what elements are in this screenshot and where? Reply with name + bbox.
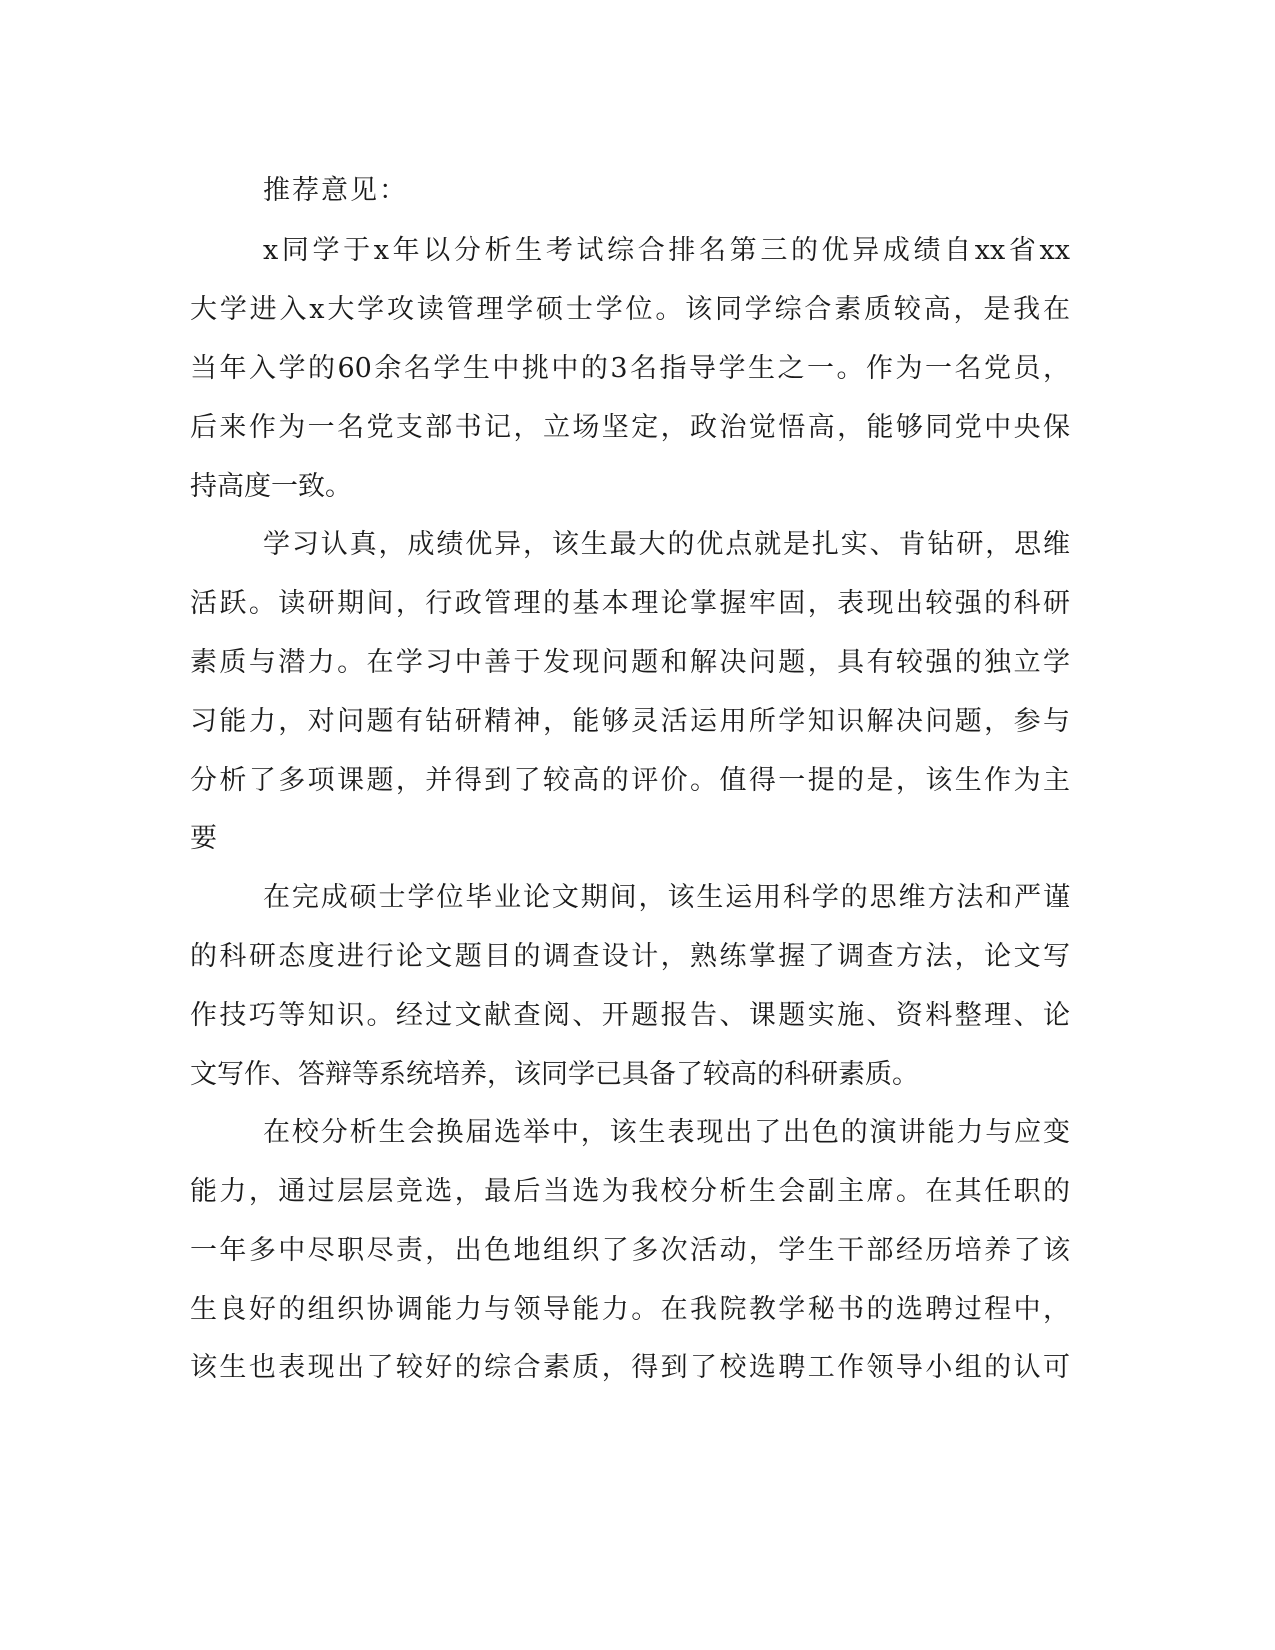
paragraph-line: 习能力，对问题有钻研精神，能够灵活运用所学知识解决问题，参与 bbox=[190, 706, 1070, 737]
paragraph-line: 一年多中尽职尽责，出色地组织了多次活动，学生干部经历培养了该 bbox=[190, 1235, 1070, 1266]
paragraph-line: 持高度一致。 bbox=[190, 471, 352, 502]
paragraph-line: 大学进入x大学攻读管理学硕士学位。该同学综合素质较高，是我在 bbox=[190, 294, 1070, 325]
paragraph-line: 的科研态度进行论文题目的调查设计，熟练掌握了调查方法，论文写 bbox=[190, 941, 1070, 972]
paragraph-line: 在完成硕士学位毕业论文期间，该生运用科学的思维方法和严谨 bbox=[263, 882, 1070, 913]
paragraph-line: 后来作为一名党支部书记，立场坚定，政治觉悟高，能够同党中央保 bbox=[190, 412, 1070, 443]
document-heading: 推荐意见： bbox=[263, 175, 408, 206]
paragraph-line: x同学于x年以分析生考试综合排名第三的优异成绩自xx省xx bbox=[263, 235, 1070, 266]
paragraph-line: 能力，通过层层竞选，最后当选为我校分析生会副主席。在其任职的 bbox=[190, 1176, 1070, 1207]
paragraph-line: 该生也表现出了较好的综合素质，得到了校选聘工作领导小组的认可 bbox=[190, 1352, 1070, 1383]
paragraph-line: 作技巧等知识。经过文献查阅、开题报告、课题实施、资料整理、论 bbox=[190, 1000, 1070, 1031]
paragraph-line: 当年入学的60余名学生中挑中的3名指导学生之一。作为一名党员， bbox=[190, 353, 1070, 384]
paragraph-line: 文写作、答辩等系统培养，该同学已具备了较高的科研素质。 bbox=[190, 1059, 919, 1090]
paragraph-line: 活跃。读研期间，行政管理的基本理论掌握牢固，表现出较强的科研 bbox=[190, 588, 1070, 619]
paragraph-line: 学习认真，成绩优异，该生最大的优点就是扎实、肯钻研，思维 bbox=[263, 529, 1070, 560]
paragraph-line: 分析了多项课题，并得到了较高的评价。值得一提的是，该生作为主 bbox=[190, 765, 1070, 796]
paragraph-line: 在校分析生会换届选举中，该生表现出了出色的演讲能力与应变 bbox=[263, 1117, 1070, 1148]
paragraph-line: 要 bbox=[190, 823, 217, 854]
paragraph-line: 生良好的组织协调能力与领导能力。在我院教学秘书的选聘过程中， bbox=[190, 1294, 1070, 1325]
paragraph-line: 素质与潜力。在学习中善于发现问题和解决问题，具有较强的独立学 bbox=[190, 647, 1070, 678]
